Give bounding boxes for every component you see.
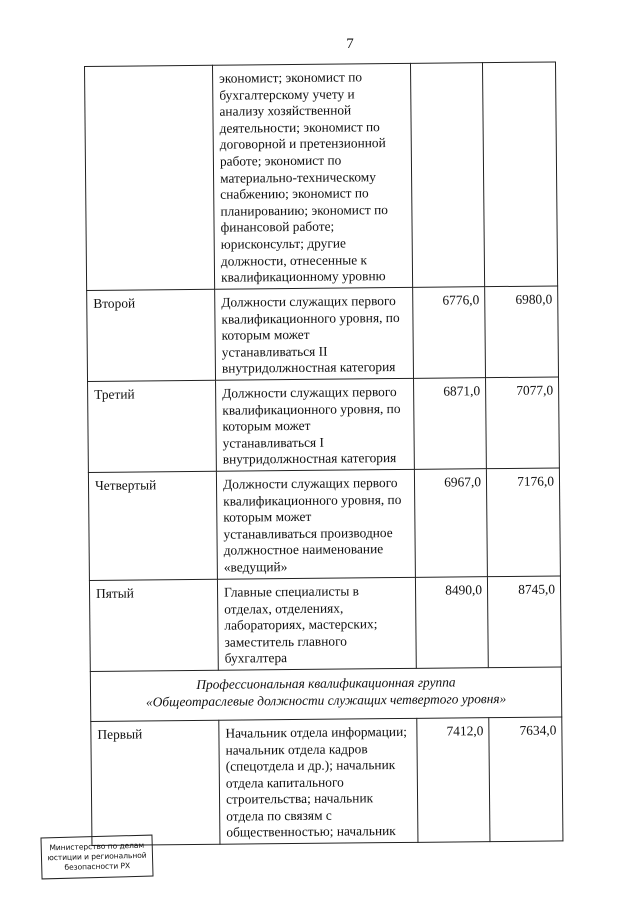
salary-value-cell [482, 62, 557, 287]
table-row [88, 377, 560, 472]
ministry-stamp [40, 835, 153, 880]
table-row [88, 468, 560, 581]
group-title: Профессиональная квалификационная группа [196, 674, 456, 692]
stamp-line: юстиции и региональной [47, 850, 147, 863]
salary-value-cell: 7634,0 [489, 717, 563, 842]
qualification-level-cell: Второй [87, 289, 216, 381]
position-description-cell: Должности служащих первого квалификационного уровня, по которым может устанавливаться II внутридолжностная категория [215, 287, 414, 380]
table-row [89, 576, 561, 671]
salary-value-cell: 6776,0 [413, 287, 486, 379]
salary-value-cell: 7077,0 [486, 377, 560, 469]
salary-value-cell: 6980,0 [485, 286, 559, 378]
stamp-line: безопасности РХ [64, 861, 131, 872]
salary-value-cell: 6871,0 [414, 378, 487, 470]
page-number: 7 [346, 36, 354, 52]
table-row [87, 286, 559, 381]
qualification-level-cell [85, 65, 215, 290]
qualification-level-cell: Третий [88, 380, 217, 472]
salary-value-cell: 7412,0 [417, 718, 490, 843]
group-subtitle: «Общеотраслевые должности служащих четвертого уровня» [145, 690, 507, 709]
position-description-cell: Должности служащих первого квалификационного уровня, по которым может устанавливаться производное должностное наименование «ведущий» [216, 469, 415, 579]
salary-value-cell: 7176,0 [486, 468, 560, 577]
salary-table [84, 61, 563, 846]
qualification-level-cell: Четвертый [88, 471, 217, 580]
group-header-cell [90, 667, 561, 722]
qualification-level-cell: Пятый [89, 579, 218, 671]
salary-value-cell: 8490,0 [415, 577, 488, 669]
stamp-line: Министерство по делам [49, 840, 145, 853]
position-description-cell: экономист; экономист по бухгалтерскому учету и анализу хозяйственной деятельности; экономист по договорной и претензионной работе; экономист по материально-техническому снабжению; экономист по планированию; экономист по финансовой работе; юрисконсульт; другие должности, отнесенные к квалификационному уровню [212, 63, 412, 289]
salary-value-cell [410, 63, 484, 288]
table-row [91, 717, 563, 846]
position-description-cell: Главные специалисты в отделах, отделениях, лабораториях, мастерских; заместитель главного бухгалтера [217, 577, 416, 670]
position-description-cell: Должности служащих первого квалификационного уровня, по которым может устанавливаться I внутридолжностная категория [216, 378, 415, 471]
salary-value-cell: 8745,0 [487, 576, 561, 668]
salary-value-cell: 6967,0 [414, 469, 487, 578]
group-header-row [90, 667, 561, 722]
position-description-cell: Начальник отдела информации; начальник отдела кадров (спецотдела и др.); начальник отдела капитального строительства; начальник отдела по связям с общественностью; начальник [219, 718, 418, 844]
table-row [85, 62, 558, 291]
qualification-level-cell: Первый [91, 720, 220, 845]
